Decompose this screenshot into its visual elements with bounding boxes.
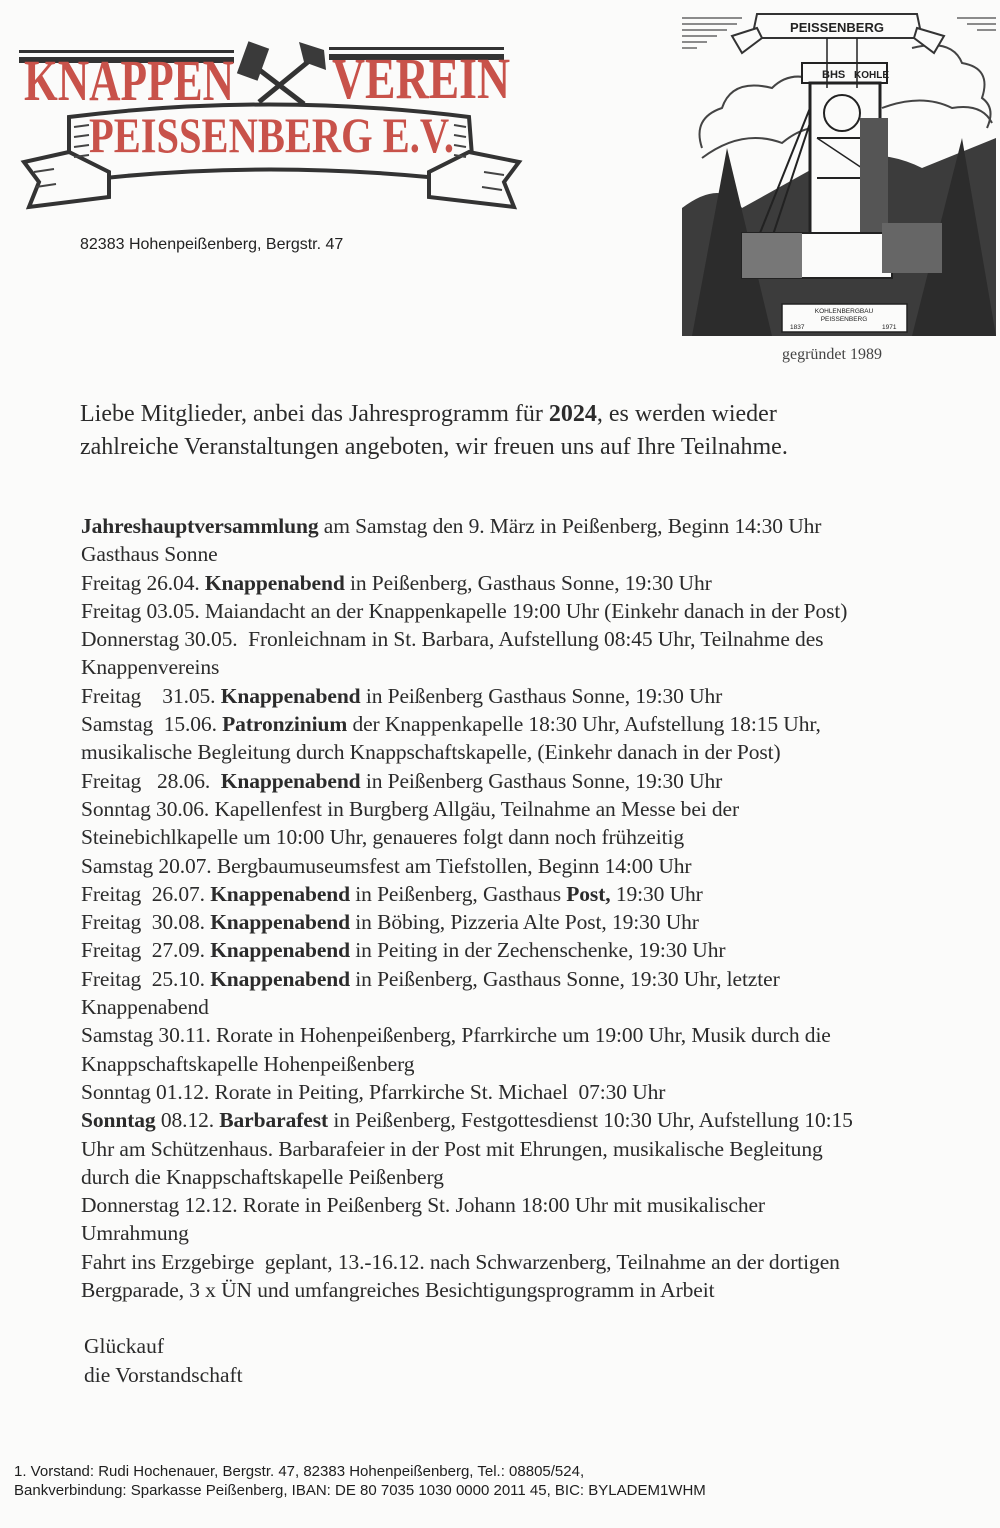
program-text: Knappschaftskapelle Hohenpeißenberg [81,1051,415,1076]
logo-text-verein: VEREIN [332,46,511,111]
program-line [81,1219,991,1247]
program-line [81,852,991,880]
program-line [81,936,991,964]
closing-signature [84,1332,243,1389]
plaque-year-start: 1837 [790,324,805,331]
intro-paragraph [80,398,980,464]
program-line [81,1276,991,1304]
program-text: Knappenvereins [81,655,220,680]
tower-sign-bhs: BHS [822,69,846,81]
program-line [81,795,991,823]
program-text: Freitag 28.06. [81,768,221,793]
program-text: in Peißenberg Gasthaus Sonne, 19:30 Uhr [360,683,723,708]
program-highlight: Knappenabend [210,938,350,963]
program-text: Uhr am Schützenhaus. Barbarafeier in der Post mit Ehrungen, musikalische Begleitung [81,1136,823,1161]
greeting: Glückauf [84,1334,164,1358]
illustration-banner-text: PEISSENBERG [790,20,884,35]
program-text: am Samstag den 9. März in Peißenberg, Beginn 14:30 Uhr [318,514,822,538]
plaque-line1: KOHLENBERGBAU [814,308,874,315]
program-line [81,540,991,568]
program-text: musikalische Begleitung durch Knappschaftskapelle, (Einkehr danach in der Post) [81,740,781,765]
event-program-list [81,512,991,1304]
program-line [81,625,991,653]
program-text: Sonntag 30.06. Kapellenfest in Burgberg Allgäu, Teilnahme an Messe bei der [81,796,740,821]
program-text: in Peißenberg, Gasthaus [350,881,567,906]
program-text: in Peiting in der Zechenschenke, 19:30 Uhr [350,938,726,963]
program-text: Freitag 27.09. [81,938,211,963]
program-highlight: Knappenabend [220,683,361,708]
plaque-year-end: 1971 [882,324,897,331]
intro-line-1: Liebe Mitglieder, anbei das Jahresprogramm für 2024, es werden wieder [80,401,777,427]
program-highlight: Knappenabend [210,910,350,935]
program-text: Freitag 30.08. [81,910,211,935]
program-highlight: Knappenabend [210,966,350,991]
program-text: der Knappenkapelle 18:30 Uhr, Aufstellung 18:15 Uhr, [347,712,821,737]
program-text: Freitag 26.07. [81,881,211,906]
program-text: in Peißenberg, Festgottesdienst 10:30 Uhr, Aufstellung 10:15 [328,1108,853,1133]
program-line [81,1021,991,1049]
program-text: durch die Knappschaftskapelle Peißenberg [81,1164,444,1189]
program-text: Bergparade, 3 x ÜN und umfangreiches Besichtigungsprogramm in Arbeit [81,1278,715,1303]
program-text: Fahrt ins Erzgebirge geplant, 13.-16.12. nach Schwarzenberg, Teilnahme an der dortigen [81,1249,840,1274]
crossed-hammers-icon [237,41,326,104]
logo-text-knappen: KNAPPEN [24,48,235,113]
program-line [81,1078,991,1106]
tower-sign-kohle: KOHLE [854,70,889,81]
program-text: Samstag 20.07. Bergbaumuseumsfest am Tiefstollen, Beginn 14:00 Uhr [81,853,692,878]
founded-caption: gegründet 1989 [782,346,882,363]
program-text: Freitag 26.04. [81,570,205,595]
program-line [81,823,991,851]
program-text: in Böbing, Pizzeria Alte Post, 19:30 Uhr [350,910,699,935]
program-line [81,512,991,540]
program-text: Freitag 25.10. [81,966,211,991]
mine-tower-illustration [682,8,996,336]
program-line [81,1191,991,1219]
program-highlight: Patronzinium [222,712,348,737]
program-text: Samstag 15.06. [81,712,223,737]
program-line [81,653,991,681]
program-text: Donnerstag 12.12. Rorate in Peißenberg St. Johann 18:00 Uhr mit musikalischer [81,1193,765,1218]
program-highlight: Jahreshauptversammlung [81,514,319,538]
program-line [81,1163,991,1191]
footer-chairman-contact: 1. Vorstand: Rudi Hochenauer, Bergstr. 47, 82383 Hohenpeißenberg, Tel.: 08805/524, [14,1463,585,1480]
program-text: Gasthaus Sonne [81,542,218,567]
program-text: Donnerstag 30.05. Fronleichnam in St. Barbara, Aufstellung 08:45 Uhr, Teilnahme des [81,627,824,652]
program-line [81,1135,991,1163]
program-line [81,767,991,795]
program-text: Sonntag 01.12. Rorate in Peiting, Pfarrkirche St. Michael 07:30 Uhr [81,1079,666,1104]
program-text: Freitag 03.05. Maiandacht an der Knappenkapelle 19:00 Uhr (Einkehr danach in der Post) [81,598,848,623]
plaque-line2: PEISSENBERG [820,316,868,323]
program-line [81,993,991,1021]
program-text: Umrahmung [81,1221,189,1246]
program-text: Freitag 31.05. [81,683,221,708]
program-text: 08.12. [155,1108,220,1133]
program-text: in Peißenberg, Gasthaus Sonne, 19:30 Uhr, letzter [350,966,780,991]
program-line [81,1050,991,1078]
program-text: Samstag 30.11. Rorate in Hohenpeißenberg, Pfarrkirche um 19:00 Uhr, Musik durch die [81,1023,831,1048]
intro-line-2: zahlreiche Veranstaltungen angeboten, wir freuen uns auf Ihre Teilnahme. [80,434,788,460]
footer-bank-details: Bankverbindung: Sparkasse Peißenberg, IBAN: DE 80 7035 1030 0000 2011 45, BIC: BYLADEM1WHM [14,1482,706,1499]
club-address: 82383 Hohenpeißenberg, Bergstr. 47 [80,236,344,253]
program-highlight: Knappenabend [220,768,361,793]
program-line [81,738,991,766]
logo-text-peissenberg: PEISSENBERG E.V. [89,107,454,163]
program-highlight: Sonntag [81,1108,156,1133]
program-highlight: Knappenabend [210,881,350,906]
program-text: 19:30 Uhr [610,881,703,906]
program-highlight: Barbarafest [219,1108,329,1133]
program-line [81,965,991,993]
program-text: in Peißenberg, Gasthaus Sonne, 19:30 Uhr [344,570,712,595]
signature: die Vorstandschaft [84,1362,243,1387]
program-line [81,597,991,625]
program-highlight: Knappenabend [204,570,345,595]
program-line [81,1248,991,1276]
program-highlight: Post, [566,881,611,906]
program-line [81,682,991,710]
program-line [81,880,991,908]
program-line [81,1106,991,1134]
program-text: Knappenabend [81,995,209,1020]
program-text: Steinebichlkapelle um 10:00 Uhr, genaueres folgt dann noch frühzeitig [81,825,685,850]
letter-footer [14,1462,706,1500]
program-line [81,710,991,738]
program-text: in Peißenberg Gasthaus Sonne, 19:30 Uhr [360,768,723,793]
program-year: 2024 [548,401,597,427]
program-line [81,908,991,936]
program-line [81,569,991,597]
club-logo [14,22,524,212]
